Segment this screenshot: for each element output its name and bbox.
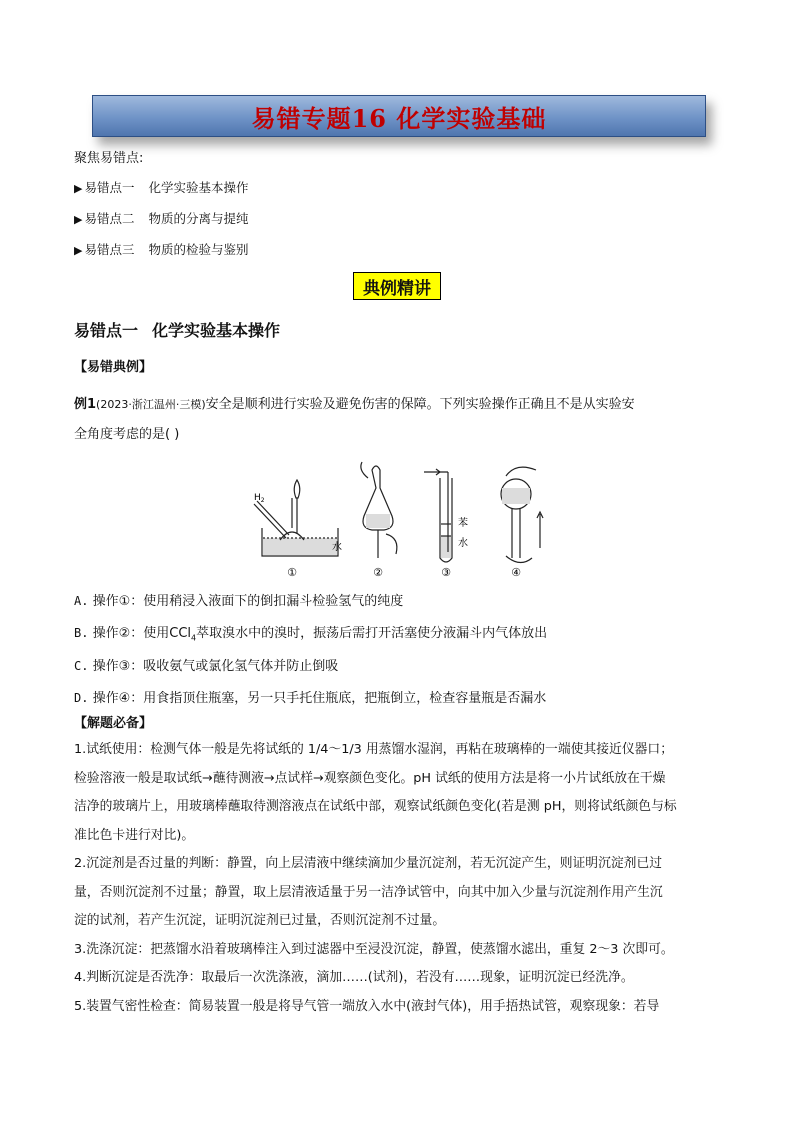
body-line: 4.判断沉淀是否洗净：取最后一次洗涤液，滴加……(试剂)，若没有……现象，证明沉淀已经洗净。 bbox=[74, 970, 634, 985]
focus-item: ▶ 易错点二 物质的分离与提纯 bbox=[74, 211, 249, 226]
apparatus-4 bbox=[501, 467, 543, 562]
h2-label: $H_2$ bbox=[254, 493, 265, 504]
water-label: 水 bbox=[332, 542, 342, 553]
figure-number: ④ bbox=[511, 566, 521, 579]
page-title: 易错专题16 化学实验基础 bbox=[251, 103, 547, 133]
triangle-bullet-icon: ▶ bbox=[74, 213, 83, 226]
example-heading: 【易错典例】 bbox=[74, 360, 153, 375]
apparatus-3 bbox=[424, 469, 452, 562]
focus-item: ▶ 易错点一 化学实验基本操作 bbox=[74, 180, 249, 195]
body-line: 1.试纸使用：检测气体一般是先将试纸的 1/4～1/3 用蒸馏水湿润，再粘在玻璃棒的一端使其接近仪器口； bbox=[74, 742, 674, 757]
body-line: 检验溶液一般是取试纸→蘸待测液→点试样→观察颜色变化。pH 试纸的使用方法是将一小片试纸放在干燥 bbox=[74, 770, 666, 786]
focus-heading: 聚焦易错点: bbox=[74, 151, 144, 166]
solution-body bbox=[74, 736, 724, 1021]
body-line: 量，否则沉淀剂不过量；静置，取上层清液适量于另一洁净试管中，向其中加入少量与沉淀剂作用产生沉 bbox=[74, 884, 663, 900]
section-badge: 典例精讲 bbox=[353, 272, 441, 300]
body-line: 5.装置气密性检查：简易装置一般是将导气管一端放入水中(液封气体)，用手捂热试管，观察现象：若导 bbox=[74, 998, 660, 1014]
apparatus-2 bbox=[361, 462, 397, 558]
triangle-bullet-icon: ▶ bbox=[74, 182, 83, 195]
body-line: 准比色卡进行对比)。 bbox=[74, 827, 195, 843]
body-line: 2.沉淀剂是否过量的判断：静置，向上层清液中继续滴加少量沉淀剂，若无沉淀产生，则证明沉淀剂已过 bbox=[74, 856, 663, 871]
option-c: C. 操作③：吸收氨气或氯化氢气体并防止倒吸 bbox=[74, 659, 339, 674]
option-a: A. 操作①：使用稍浸入液面下的倒扣漏斗检验氢气的纯度 bbox=[74, 594, 404, 609]
example-source: (2023·浙江温州·三模) bbox=[96, 398, 206, 411]
water2-label: 水 bbox=[458, 538, 468, 549]
experiment-apparatus-figure bbox=[240, 458, 550, 580]
benzene-label: 苯 bbox=[458, 518, 468, 529]
figure-number: ① bbox=[287, 566, 297, 579]
figure-number: ② bbox=[373, 566, 383, 579]
example-question: 例1(2023·浙江温州·三模)安全是顺利进行实验及避免伤害的保障。下列实验操作正确且不是从实验安 全角度考虑的是( ) bbox=[74, 397, 635, 442]
example-number: 例1 bbox=[74, 397, 97, 412]
focus-item: ▶ 易错点三 物质的检验与鉴别 bbox=[74, 242, 249, 257]
figure-number: ③ bbox=[441, 566, 451, 579]
body-line: 3.洗涤沉淀：把蒸馏水沿着玻璃棒注入到过滤器中至浸没沉淀，静置，使蒸馏水滤出，重复 2～3 次即可。 bbox=[74, 941, 674, 957]
option-d: D. 操作④：用食指顶住瓶塞，另一只手托住瓶底，把瓶倒立，检查容量瓶是否漏水 bbox=[74, 691, 547, 706]
section-title: 易错点一 化学实验基本操作 bbox=[74, 321, 281, 340]
body-line: 淀的试剂，若产生沉淀，证明沉淀剂已过量，否则沉淀剂不过量。 bbox=[74, 913, 446, 928]
apparatus-1 bbox=[254, 480, 338, 556]
title-banner bbox=[92, 95, 706, 137]
body-line: 洁净的玻璃片上，用玻璃棒蘸取待测溶液点在试纸中部，观察试纸颜色变化(若是测 pH，则将试纸颜色与标 bbox=[74, 799, 677, 814]
solution-heading: 【解题必备】 bbox=[74, 716, 153, 731]
option-b: B. 操作②：使用CCl$_4$萃取溴水中的溴时，振荡后需打开活塞使分液漏斗内气体放出 bbox=[74, 626, 548, 643]
triangle-bullet-icon: ▶ bbox=[74, 244, 83, 257]
